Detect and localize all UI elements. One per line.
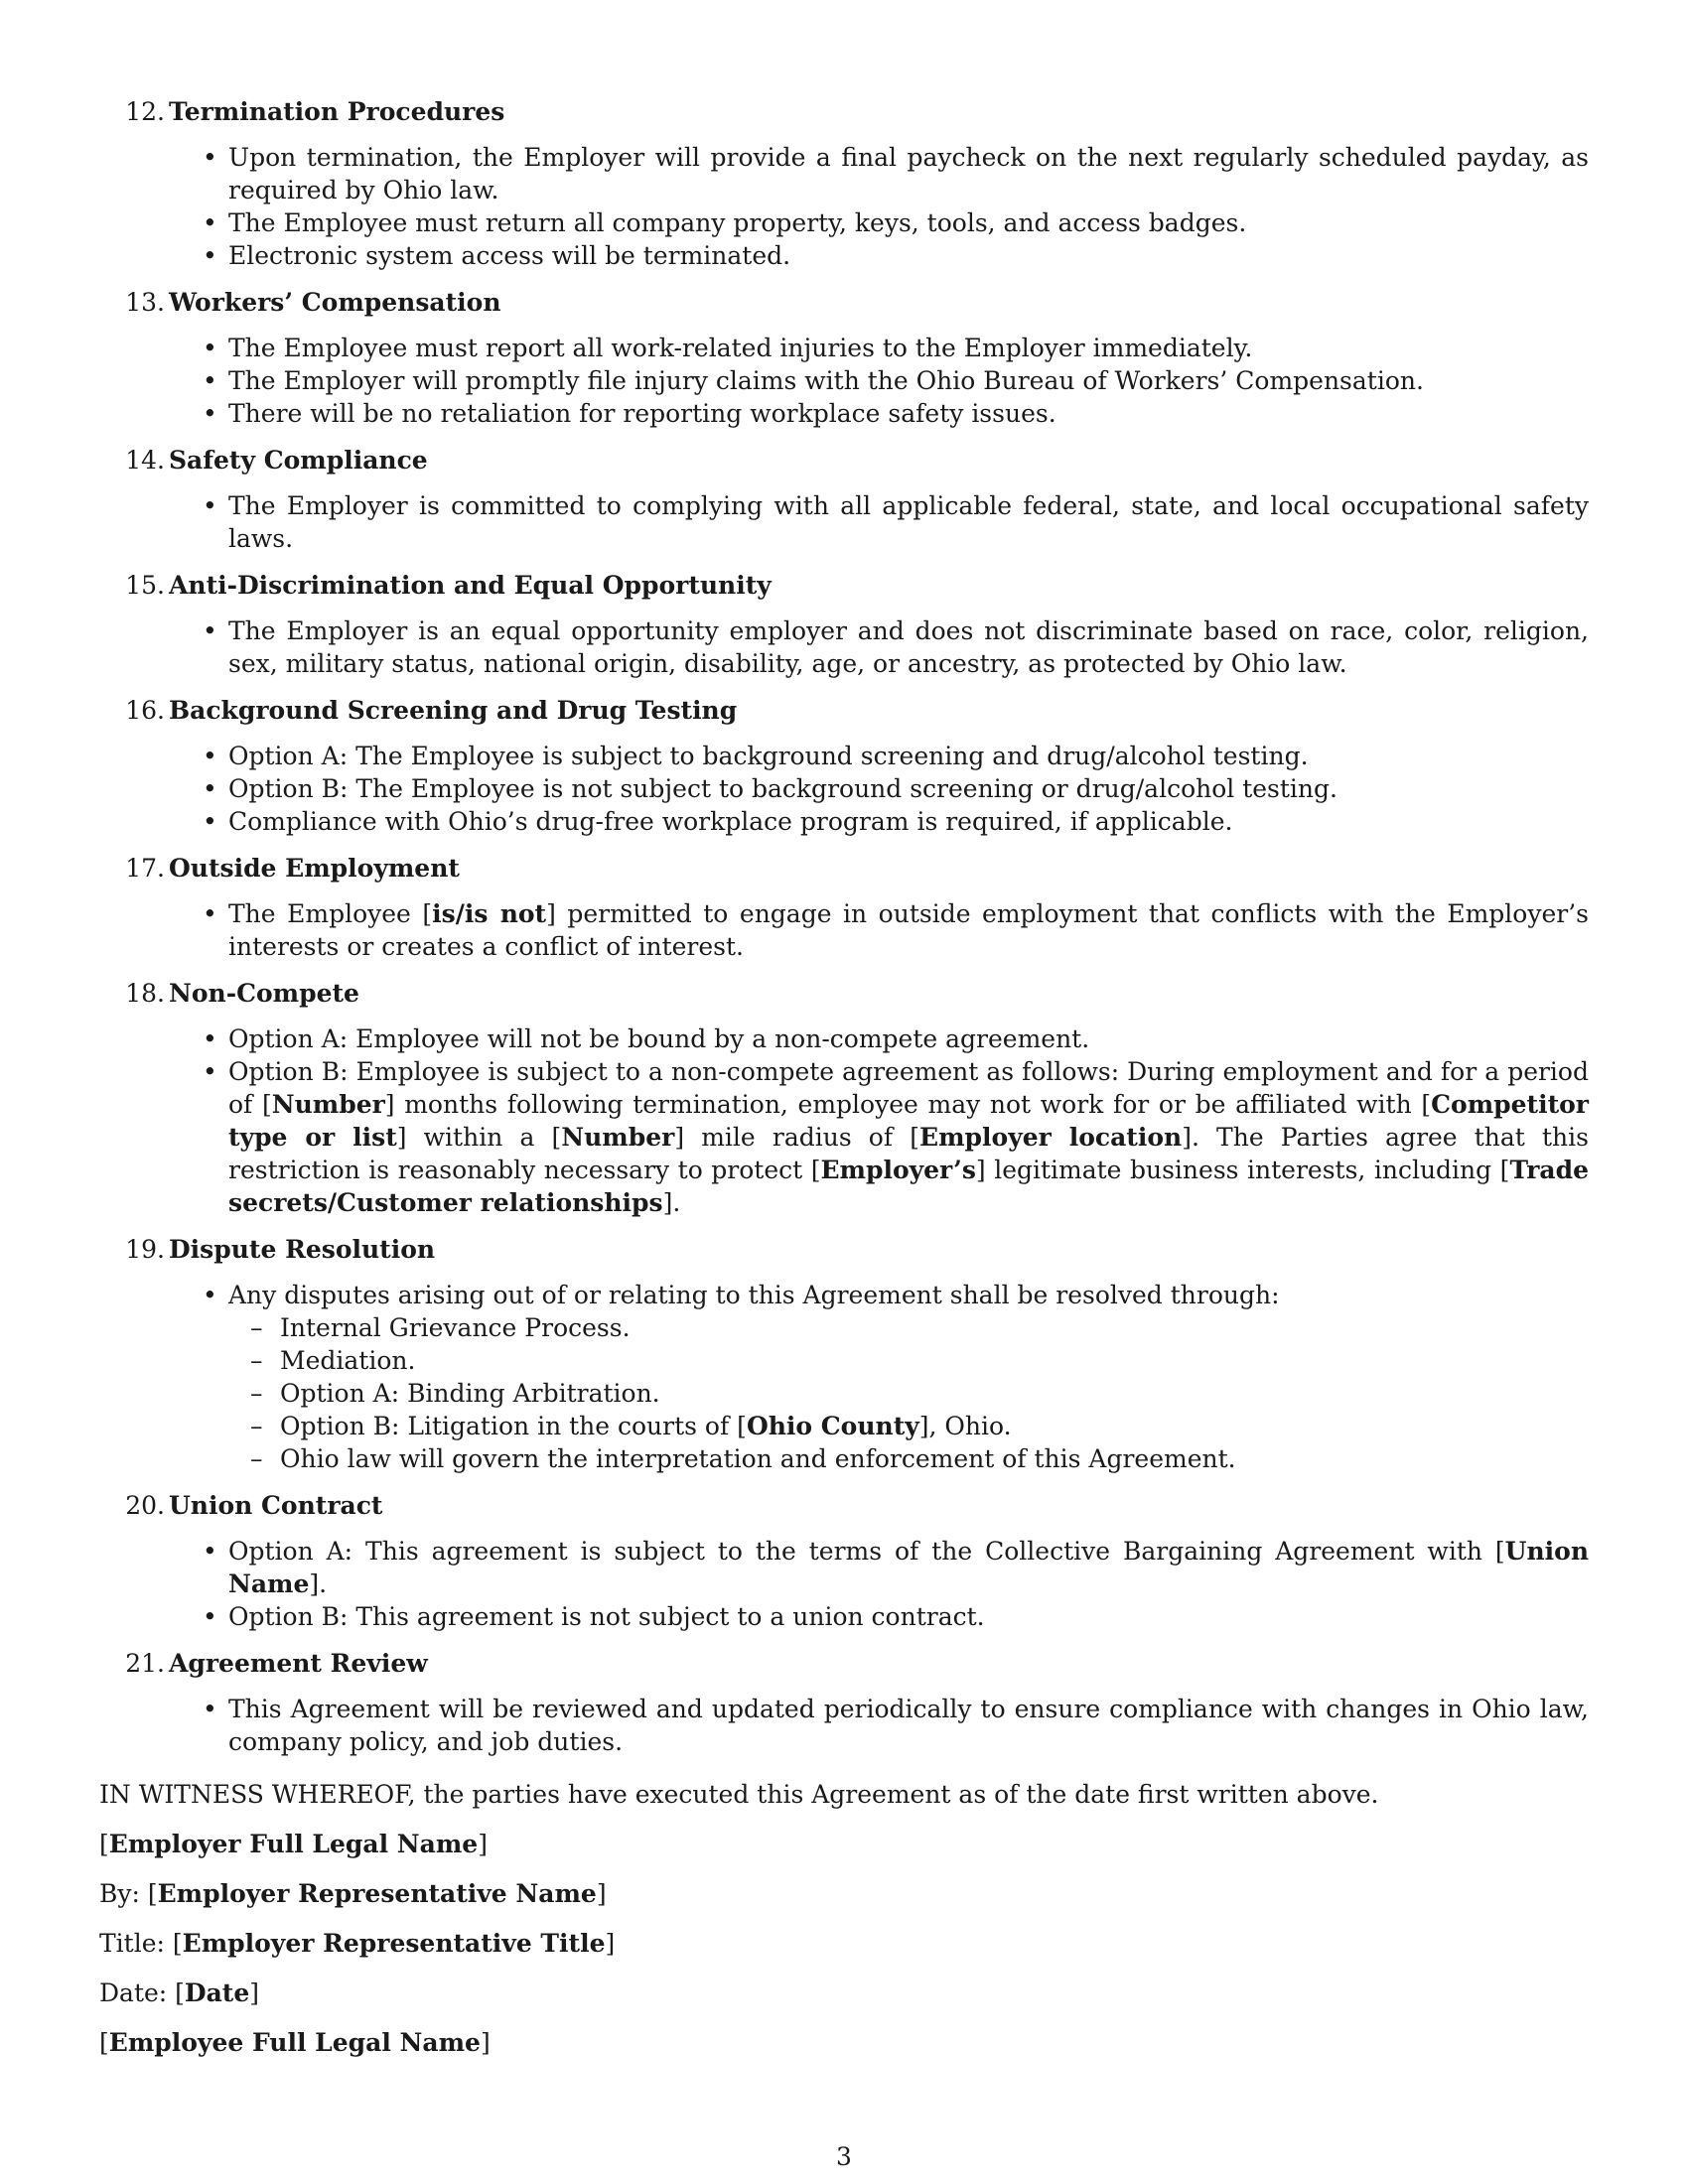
list-item: • Compliance with Ohio’s drug-free workplace program is required, if applicable. bbox=[228, 805, 1589, 838]
list-item: • The Employee must return all company property, keys, tools, and access badges. bbox=[228, 206, 1589, 239]
text-run: ] permitted to engage in outside employment that conflicts with the Employer’s interests or creates a conflict of interest. bbox=[228, 899, 1589, 961]
section-title: Non-Compete bbox=[169, 979, 359, 1008]
section-title: Outside Employment bbox=[169, 854, 460, 883]
placeholder-field: Employer Full Legal Name bbox=[108, 1830, 479, 1858]
by-line: By: [Employer Representative Name] bbox=[99, 1879, 607, 1908]
date-line: Date: [Date] bbox=[99, 1979, 260, 2007]
placeholder-field: Competitor type or list bbox=[228, 1090, 1589, 1152]
section-title: Dispute Resolution bbox=[169, 1235, 436, 1264]
section-dispute-resolution bbox=[99, 1233, 1589, 1475]
section-workers-compensation bbox=[99, 286, 1589, 430]
list-item: • This Agreement will be reviewed and updated periodically to ensure compliance with changes in Ohio law, company policy, and job duties. bbox=[228, 1693, 1589, 1758]
section-non-compete bbox=[99, 977, 1589, 1219]
placeholder-field: Employee Full Legal Name bbox=[108, 2028, 481, 2057]
list-item bbox=[228, 1279, 1589, 1475]
list-item: • Option B: This agreement is not subject to a union contract. bbox=[228, 1600, 1589, 1633]
section-number: 14. bbox=[125, 446, 165, 475]
section-agreement-review bbox=[99, 1647, 1589, 1758]
section-title: Anti-Discrimination and Equal Opportunity bbox=[169, 571, 772, 600]
placeholder-field: Number bbox=[561, 1123, 675, 1152]
employee-name-line: [Employee Full Legal Name] bbox=[99, 2028, 491, 2057]
text-run: Option B: Litigation in the courts of [ bbox=[280, 1412, 747, 1440]
section-anti-discrimination bbox=[99, 569, 1589, 680]
section-title: Union Contract bbox=[169, 1491, 383, 1520]
placeholder-field: Employer Representative Name bbox=[157, 1879, 597, 1908]
sub-list-item bbox=[280, 1410, 1589, 1442]
list-item: • Option B: The Employee is not subject to background screening or drug/alcohol testing. bbox=[228, 772, 1589, 805]
list-item: • There will be no retaliation for reporting workplace safety issues. bbox=[228, 397, 1589, 430]
list-item: • The Employer is an equal opportunity employer and does not discriminate based on race, color, religion, sex, military status, national origin, disability, age, or ancestry, as protected by Ohio law. bbox=[228, 614, 1589, 680]
section-number: 16. bbox=[125, 696, 165, 725]
witness-clause: IN WITNESS WHEREOF, the parties have executed this Agreement as of the date first written above. bbox=[99, 1780, 1379, 1809]
text-run: Any disputes arising out of or relating to this Agreement shall be resolved through: bbox=[228, 1281, 1280, 1309]
list-item: • Upon termination, the Employer will provide a final paycheck on the next regularly scheduled payday, as required by Ohio law. bbox=[228, 141, 1589, 206]
list-item bbox=[228, 897, 1589, 963]
list-item: • The Employer will promptly file injury claims with the Ohio Bureau of Workers’ Compensation. bbox=[228, 364, 1589, 397]
section-number: 20. bbox=[125, 1491, 165, 1520]
section-background-screening bbox=[99, 694, 1589, 838]
text-run: Option B: Employee is subject to a non-compete agreement as follows: During employment and for a period of [ bbox=[228, 1057, 1589, 1119]
list-item: • The Employer is committed to complying with all applicable federal, state, and local occupational safety laws. bbox=[228, 489, 1589, 555]
placeholder-field: Employer location bbox=[919, 1123, 1183, 1152]
section-title: Workers’ Compensation bbox=[169, 288, 501, 317]
section-title: Background Screening and Drug Testing bbox=[169, 696, 738, 725]
sub-list-item: – Internal Grievance Process. bbox=[280, 1311, 1589, 1344]
page-number: 3 bbox=[836, 2142, 852, 2171]
text-run: ] mile radius of [ bbox=[674, 1123, 920, 1152]
placeholder-field: Date bbox=[184, 1979, 250, 2007]
placeholder-field: is/is not bbox=[432, 899, 547, 928]
section-union-contract bbox=[99, 1489, 1589, 1633]
sub-list-item: – Mediation. bbox=[280, 1344, 1589, 1377]
section-title: Agreement Review bbox=[169, 1649, 428, 1678]
placeholder-field: Employer Representative Title bbox=[182, 1929, 606, 1958]
section-title: Termination Procedures bbox=[169, 97, 505, 126]
list-item: • Electronic system access will be terminated. bbox=[228, 239, 1589, 272]
title-line: Title: [Employer Representative Title] bbox=[99, 1929, 616, 1958]
document-page bbox=[99, 95, 1589, 2059]
text-run: ], Ohio. bbox=[918, 1412, 1012, 1440]
list-item: • Option A: The Employee is subject to background screening and drug/alcohol testing. bbox=[228, 740, 1589, 772]
list-item bbox=[228, 1055, 1589, 1219]
field-label: By: bbox=[99, 1879, 140, 1908]
list-item: • The Employee must report all work-related injuries to the Employer immediately. bbox=[228, 332, 1589, 364]
section-number: 15. bbox=[125, 571, 165, 600]
field-label: Title: bbox=[99, 1929, 165, 1958]
list-item bbox=[228, 1535, 1589, 1600]
employer-name-line: [Employer Full Legal Name] bbox=[99, 1830, 488, 1858]
placeholder-field: Employer’s bbox=[820, 1156, 976, 1184]
text-run: ] months following termination, employee may not work for or be affiliated with [ bbox=[384, 1090, 1432, 1119]
text-run: Option A: This agreement is subject to the terms of the Collective Bargaining Agreement with [ bbox=[228, 1537, 1505, 1566]
text-run: ]. bbox=[309, 1570, 328, 1598]
text-run: ]. bbox=[662, 1188, 681, 1217]
list-item: • Option A: Employee will not be bound by a non-compete agreement. bbox=[228, 1023, 1589, 1055]
text-run: The Employee [ bbox=[228, 899, 433, 928]
text-run: ]. The Parties agree that this restriction is reasonably necessary to protect [ bbox=[228, 1123, 1589, 1184]
placeholder-field: Number bbox=[271, 1090, 385, 1119]
section-number: 21. bbox=[125, 1649, 165, 1678]
section-number: 13. bbox=[125, 288, 165, 317]
sub-list-item: – Ohio law will govern the interpretation and enforcement of this Agreement. bbox=[280, 1442, 1589, 1475]
section-title: Safety Compliance bbox=[169, 446, 428, 475]
section-number: 17. bbox=[125, 854, 165, 883]
section-safety-compliance bbox=[99, 444, 1589, 555]
section-outside-employment bbox=[99, 852, 1589, 963]
section-termination-procedures bbox=[99, 95, 1589, 272]
placeholder-field: Union Name bbox=[228, 1537, 1589, 1598]
placeholder-field: Trade secrets/Customer relationships bbox=[228, 1156, 1589, 1217]
sub-list-item: – Option A: Binding Arbitration. bbox=[280, 1377, 1589, 1410]
text-run: ] within a [ bbox=[396, 1123, 562, 1152]
placeholder-field: Ohio County bbox=[746, 1412, 919, 1440]
section-number: 18. bbox=[125, 979, 165, 1008]
section-number: 19. bbox=[125, 1235, 165, 1264]
text-run: ] legitimate business interests, including [ bbox=[975, 1156, 1510, 1184]
section-number: 12. bbox=[125, 97, 165, 126]
field-label: Date: bbox=[99, 1979, 168, 2007]
